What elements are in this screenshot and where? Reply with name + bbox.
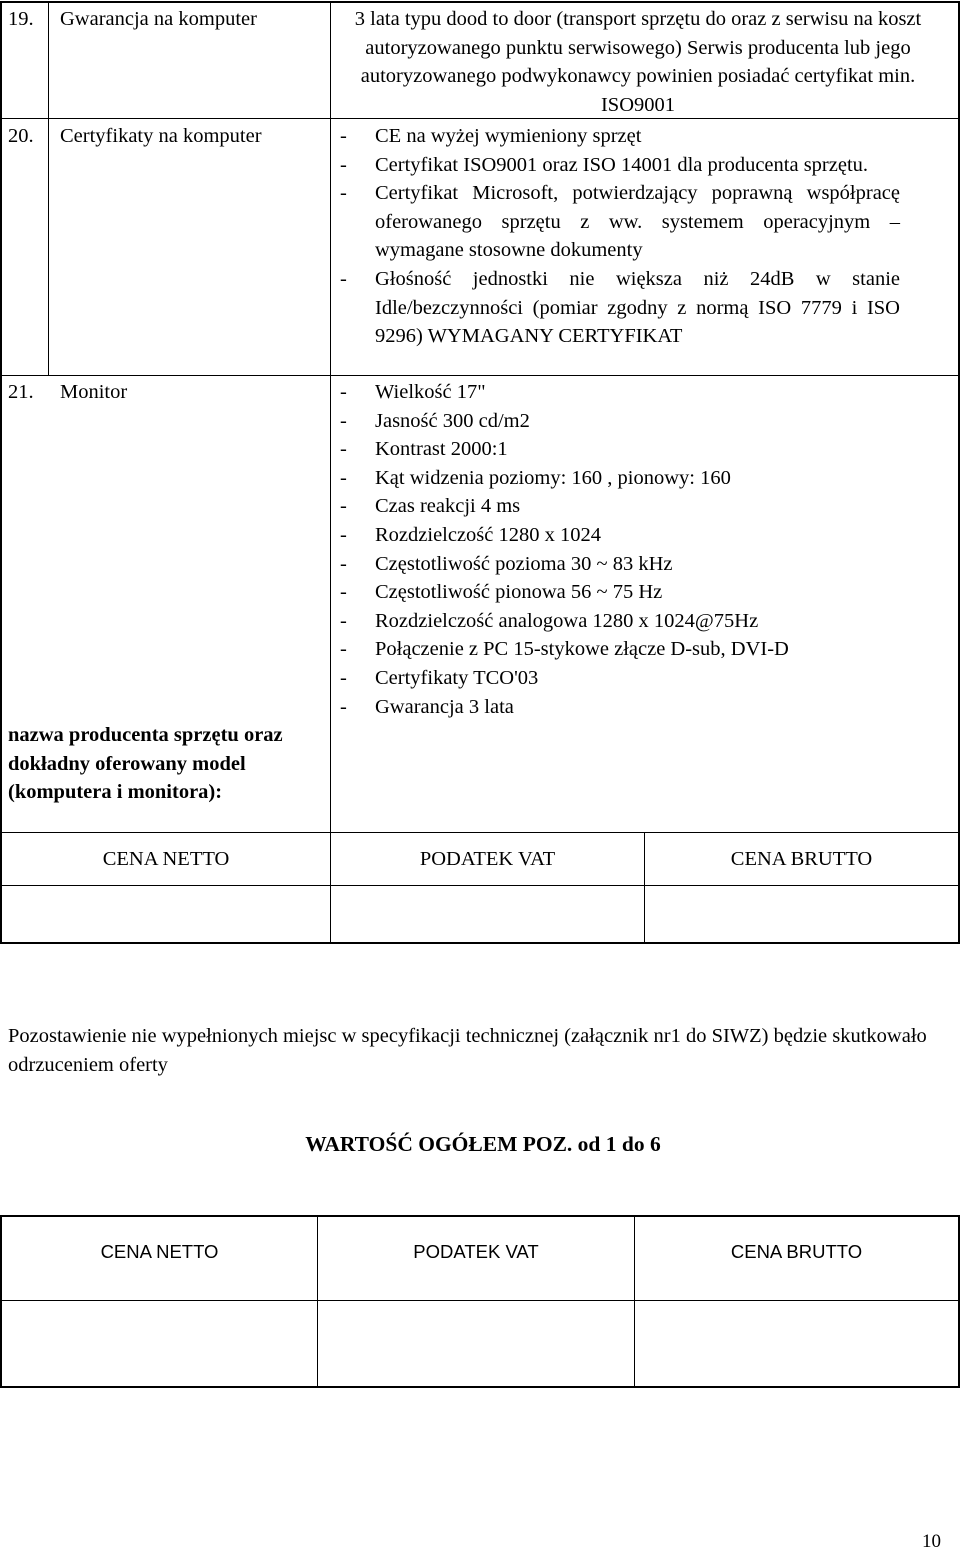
- list-item: - Certyfikaty TCO'03: [340, 664, 940, 693]
- row-21-items: [340, 378, 940, 721]
- list-item: - Rozdzielczość analogowa 1280 x 1024@75Hz: [340, 607, 940, 636]
- row-separator: [0, 375, 960, 376]
- row-19-label: Gwarancja na komputer: [60, 8, 257, 30]
- row-20-items: [340, 122, 900, 351]
- price-gross-field[interactable]: [645, 886, 958, 942]
- list-dash: -: [340, 609, 347, 632]
- total-gross-field[interactable]: [635, 1301, 958, 1386]
- list-dash: -: [340, 523, 347, 546]
- total-vat-field[interactable]: [318, 1301, 634, 1386]
- list-dash: -: [340, 666, 347, 689]
- price-vat-field[interactable]: [331, 886, 644, 942]
- list-item: - Gwarancja 3 lata: [340, 693, 940, 722]
- list-item: - Połączenie z PC 15-stykowe złącze D-sub, DVI-D: [340, 635, 940, 664]
- list-item: - Certyfikat Microsoft, potwierdzający poprawną współpracę oferowanego sprzętu z ww. systemem operacyjnym – wymagane stosowne dokumenty: [340, 179, 900, 265]
- list-item: - Rozdzielczość 1280 x 1024: [340, 521, 940, 550]
- list-dash: -: [340, 182, 347, 205]
- price-header-vat: PODATEK VAT: [419, 848, 556, 870]
- total-net-field[interactable]: [2, 1301, 317, 1386]
- table-border-bottom: [0, 1386, 960, 1388]
- table-border-left: [0, 1, 2, 944]
- table-border-top: [0, 1, 960, 3]
- list-item: - Częstotliwość pozioma 30 ~ 83 kHz: [340, 550, 940, 579]
- list-item: - CE na wyżej wymieniony sprzęt: [340, 122, 900, 151]
- page-number: 10: [922, 1531, 941, 1552]
- price-header-net: CENA NETTO: [102, 848, 230, 870]
- list-item: - Czas reakcji 4 ms: [340, 492, 940, 521]
- list-item: - Częstotliwość pionowa 56 ~ 75 Hz: [340, 578, 940, 607]
- total-heading: WARTOŚĆ OGÓŁEM POZ. od 1 do 6: [305, 1132, 661, 1156]
- list-item: - Wielkość 17": [340, 378, 940, 407]
- list-item: - Kontrast 2000:1: [340, 435, 940, 464]
- list-item: - Głośność jednostki nie większa niż 24dB w stanie Idle/bezczynności (pomiar zgodny z normą ISO 7779 i ISO 9296) WYMAGANY CERTYFIKAT: [340, 265, 900, 351]
- list-dash: -: [340, 381, 347, 403]
- row-21-number: 21.: [8, 381, 34, 403]
- table-border-bottom: [0, 942, 960, 944]
- total-header-net: CENA NETTO: [100, 1241, 219, 1262]
- rejection-note: Pozostawienie nie wypełnionych miejsc w specyfikacji technicznej (załącznik nr1 do SIWZ) będzie skutkowało odrzuceniem oferty: [8, 1025, 927, 1076]
- row-20-label: Certyfikaty na komputer: [60, 125, 262, 147]
- list-dash: -: [340, 695, 347, 718]
- list-dash: -: [340, 438, 347, 461]
- list-dash: -: [340, 552, 347, 575]
- list-dash: -: [340, 495, 347, 518]
- row-separator: [0, 832, 960, 833]
- row-20-number: 20.: [8, 125, 34, 147]
- table-border-top: [0, 1215, 960, 1217]
- list-item: - Certyfikat ISO9001 oraz ISO 14001 dla producenta sprzętu.: [340, 151, 900, 180]
- list-dash: -: [340, 409, 347, 432]
- total-header-gross: CENA BRUTTO: [730, 1241, 863, 1262]
- list-item: - Kąt widzenia poziomy: 160 , pionowy: 160: [340, 464, 940, 493]
- list-dash: -: [340, 638, 347, 661]
- list-dash: -: [340, 466, 347, 489]
- price-header-gross: CENA BRUTTO: [730, 848, 873, 870]
- row-19-description: 3 lata typu dood to door (transport sprzętu do oraz z serwisu na koszt autoryzowanego punktu serwisowego) Serwis producenta lub jego autoryzowanego podwykonawcy powinien posiadać certyfikat min. ISO9001: [354, 8, 922, 116]
- list-dash: -: [340, 581, 347, 604]
- list-dash: -: [340, 267, 347, 290]
- producer-model-field[interactable]: [331, 700, 958, 832]
- list-item: - Jasność 300 cd/m2: [340, 407, 940, 436]
- list-dash: -: [340, 125, 347, 147]
- column-separator: [48, 1, 49, 375]
- row-21-label: Monitor: [60, 381, 128, 403]
- list-dash: -: [340, 153, 347, 176]
- total-header-vat: PODATEK VAT: [413, 1241, 539, 1262]
- price-net-field[interactable]: [2, 886, 330, 942]
- producer-model-label: nazwa producenta sprzętu oraz dokładny oferowany model (komputera i monitora):: [8, 724, 283, 804]
- row-19-number: 19.: [8, 8, 34, 30]
